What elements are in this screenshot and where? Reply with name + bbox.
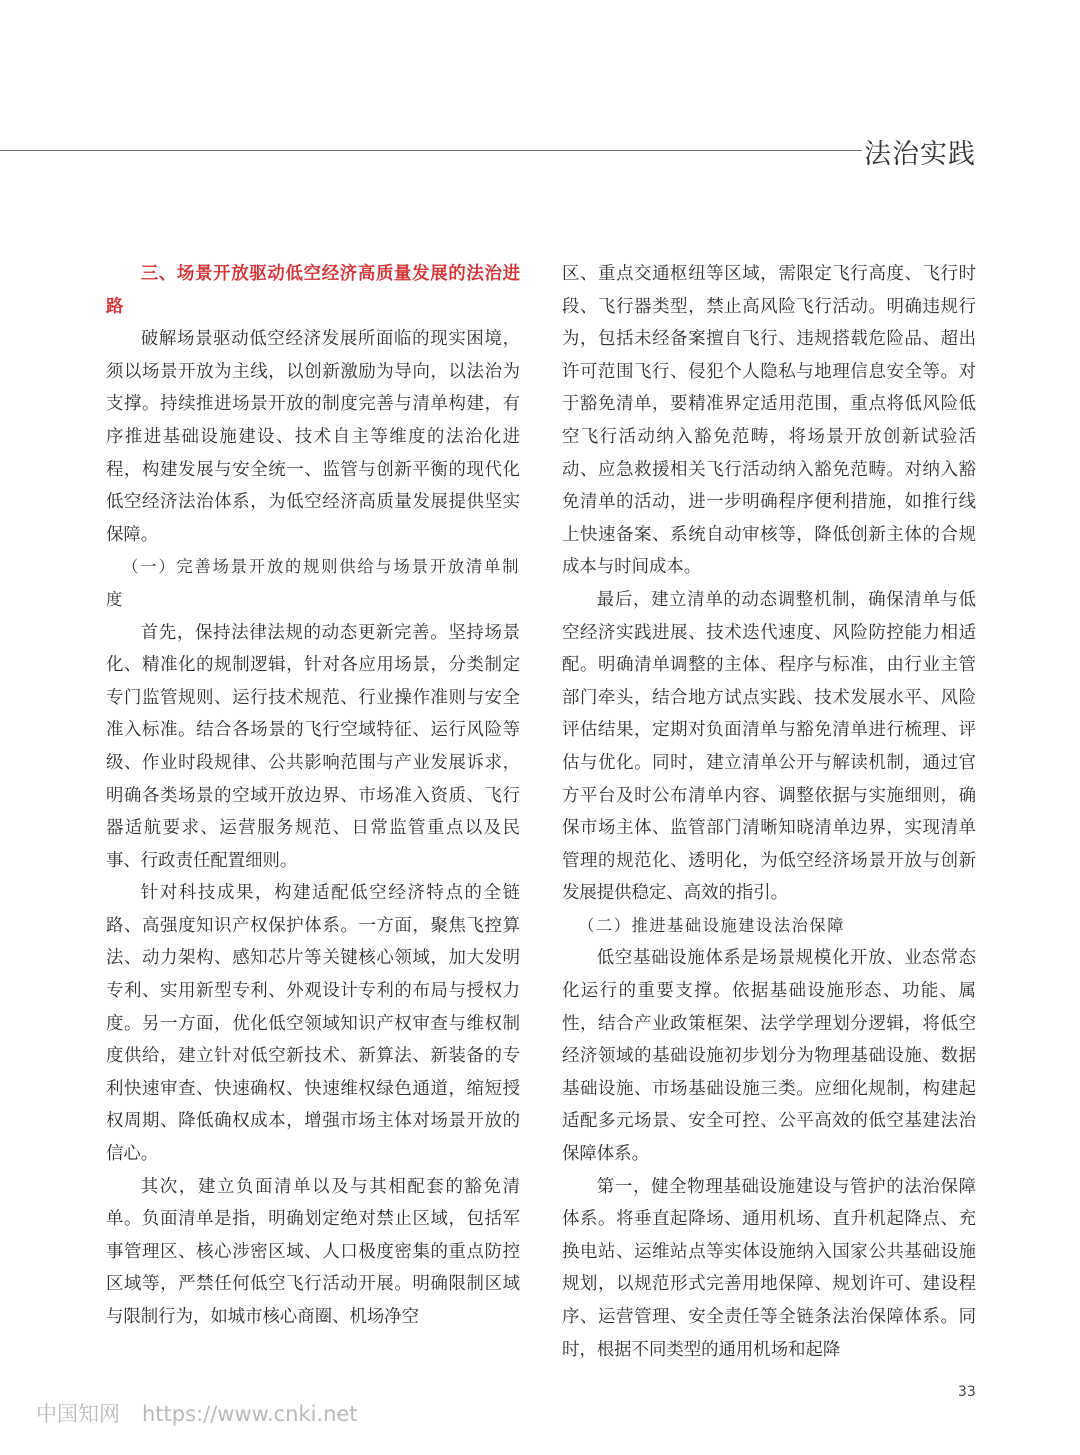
- paragraph: 首先，保持法律法规的动态更新完善。坚持场景化、精准化的规制逻辑，针对各应用场景，分类制定专门监管规则、运行技术规范、行业操作准则与安全准入标准。结合各场景的飞行空域特征、运行风险等级、作业时段规律、公共影响范围与产业发展诉求，明确各类场景的空域开放边界、市场准入资质、飞行器适航要求、运营服务规范、日常监管重点以及民事、行政责任配置细则。: [106, 622, 520, 871]
- watermark-url: https://www.cnki.net: [142, 1402, 358, 1426]
- paragraph: 低空基础设施体系是场景规模化开放、业态常态化运行的重要支撑。依据基础设施形态、功能、属性，结合产业政策框架、法学学理划分逻辑，将低空经济领域的基础设施初步划分为物理基础设施、数据基础设施、市场基础设施三类。应细化规制，构建起适配多元场景、安全可控、公平高效的低空基建法治保障体系。: [562, 948, 976, 1165]
- section-name: 法治实践: [864, 139, 976, 170]
- section-heading: 三、场景开放驱动低空经济高质量发展的法治进路: [106, 264, 520, 317]
- cnki-watermark: [36, 1398, 358, 1428]
- right-column: [562, 258, 976, 1366]
- paragraph: 破解场景驱动低空经济发展所面临的现实困境，须以场景开放为主线，以创新激励为导向，以法治为支撑。持续推进场景开放的制度完善与清单构建，有序推进基础设施建设、技术自主等维度的法治化进程，构建发展与安全统一、监管与创新平衡的现代化低空经济法治体系，为低空经济高质量发展提供坚实保障。: [106, 329, 520, 545]
- paragraph: 其次，建立负面清单以及与其相配套的豁免清单。负面清单是指，明确划定绝对禁止区域，包括军事管理区、核心涉密区域、人口极度密集的重点防控区域等，严禁任何低空飞行活动开展。明确限制区域与限制行为，如城市核心商圈、机场净空: [106, 1176, 520, 1327]
- header-rule: [0, 150, 862, 151]
- left-column: [106, 258, 520, 1334]
- paragraph: 最后，建立清单的动态调整机制，确保清单与低空经济实践进展、技术迭代速度、风险防控能力相适配。明确清单调整的主体、程序与标准，由行业主管部门牵头，结合地方试点实践、技术发展水平、风险评估结果，定期对负面清单与豁免清单进行梳理、评估与优化。同时，建立清单公开与解读机制，通过官方平台及时公布清单内容、调整依据与实施细则，确保市场主体、监管部门清晰知晓清单边界，实现清单管理的规范化、透明化，为低空经济场景开放与创新发展提供稳定、高效的指引。: [562, 589, 976, 904]
- paragraph-continued: 区、重点交通枢纽等区域，需限定飞行高度、飞行时段、飞行器类型，禁止高风险飞行活动。明确违规行为，包括未经备案擅自飞行、违规搭载危险品、超出许可范围飞行、侵犯个人隐私与地理信息安全等。对于豁免清单，要精准界定适用范围，重点将低风险低空飞行活动纳入豁免范畴，将场景开放创新试验活动、应急救援相关飞行活动纳入豁免范畴。对纳入豁免清单的活动，进一步明确程序便利措施，如推行线上快速备案、系统自动审核等，降低创新主体的合规成本与时间成本。: [562, 264, 976, 578]
- page-number: 33: [958, 1384, 976, 1400]
- subsection-heading: （二）推进基础设施建设法治保障: [578, 915, 845, 935]
- subsection-heading: （一）完善场景开放的规则供给与场景开放清单制度: [106, 557, 520, 609]
- paragraph: 第一，健全物理基础设施建设与管护的法治保障体系。将垂直起降场、通用机场、直升机起降点、充换电站、运维站点等实体设施纳入国家公共基础设施规划，以规范形式完善用地保障、规划许可、建设程序、运营管理、安全责任等全链条法治保障体系。同时，根据不同类型的通用机场和起降: [562, 1176, 976, 1360]
- watermark-brand: 中国知网: [36, 1402, 120, 1426]
- paragraph: 针对科技成果，构建适配低空经济特点的全链路、高强度知识产权保护体系。一方面，聚焦飞控算法、动力架构、感知芯片等关键核心领域，加大发明专利、实用新型专利、外观设计专利的布局与授权力度。另一方面，优化低空领域知识产权审查与维权制度供给，建立针对低空新技术、新算法、新装备的专利快速审查、快速确权、快速维权绿色通道，缩短授权周期、降低确权成本，增强市场主体对场景开放的信心。: [106, 883, 520, 1165]
